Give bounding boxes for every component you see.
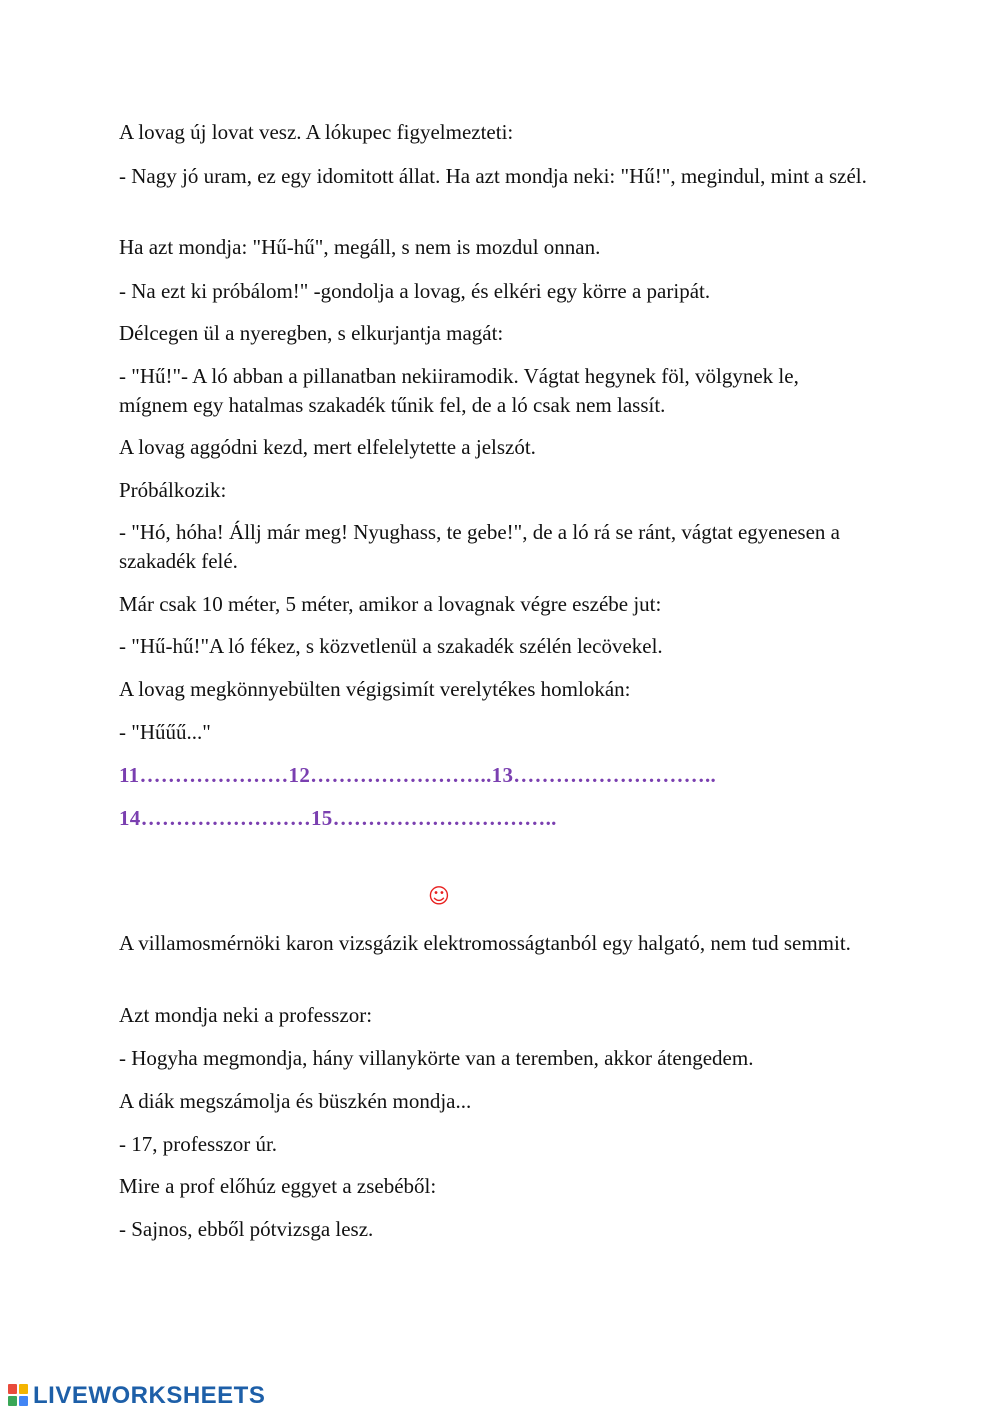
liveworksheets-logo[interactable] [8,1382,265,1410]
story1-line-11: - "Hű-hű!"A ló fékez, s közvetlenül a szakadék szélén lecövekel. [119,634,663,658]
smiley-icon [427,884,451,908]
story2-line-4: A diák megszámolja és büszkén mondja... [119,1089,472,1113]
smiley-glyph: ☺ [428,884,450,908]
story2-line-5: - 17, professzor úr. [119,1132,278,1156]
story2-line-2: Azt mondja neki a professzor: [119,1003,373,1027]
story1-line-1: A lovag új lovat vesz. A lókupec figyelmezteti: [119,120,514,144]
answer-blanks-row-1[interactable]: 11…………………12……………………..13……………………….. [119,763,717,787]
blocks-icon [8,1384,30,1408]
story1-line-5: Délcegen ül a nyeregben, s elkurjantja magát: [119,321,504,345]
story2-line-7: - Sajnos, ebből pótvizsga lesz. [119,1217,374,1241]
story2-line-1: A villamosmérnöki karon vizsgázik elektromosságtanból egy halgató, nem tud semmit. [119,931,851,955]
story1-line-4: - Na ezt ki próbálom!" -gondolja a lovag, és elkéri egy körre a paripát. [119,279,711,303]
logo-text: LIVEWORKSHEETS [33,1382,266,1409]
story1-line-2: - Nagy jó uram, ez egy idomitott állat. Ha azt mondja neki: "Hű!", megindul, mint a szél. [119,164,867,188]
story1-line-13: - "Hűűű..." [119,720,211,744]
story2-line-6: Mire a prof előhúz eggyet a zsebéből: [119,1174,437,1198]
story2-line-3: - Hogyha megmondja, hány villanykörte van a teremben, akkor átengedem. [119,1046,754,1070]
story1-line-7: A lovag aggódni kezd, mert elfelelytette a jelszót. [119,435,536,459]
story1-line-3: Ha azt mondja: "Hű-hű", megáll, s nem is mozdul onnan. [119,235,601,259]
story1-line-9: - "Hó, hóha! Állj már meg! Nyughass, te gebe!", de a ló rá se ránt, vágtat egyenesen a szakadék felé. [119,520,840,573]
answer-blanks-row-2[interactable]: 14……………………15………………………….. [119,806,557,830]
story1-line-6: - "Hű!"- A ló abban a pillanatban nekiiramodik. Vágtat hegynek föl, völgynek le, mígnem egy hatalmas szakadék tűnik fel, de a ló csak nem lassít. [119,364,799,417]
story1-line-8: Próbálkozik: [119,478,227,502]
story1-line-10: Már csak 10 méter, 5 méter, amikor a lovagnak végre eszébe jut: [119,592,662,616]
story1-line-12: A lovag megkönnyebülten végigsimít verelytékes homlokán: [119,677,631,701]
